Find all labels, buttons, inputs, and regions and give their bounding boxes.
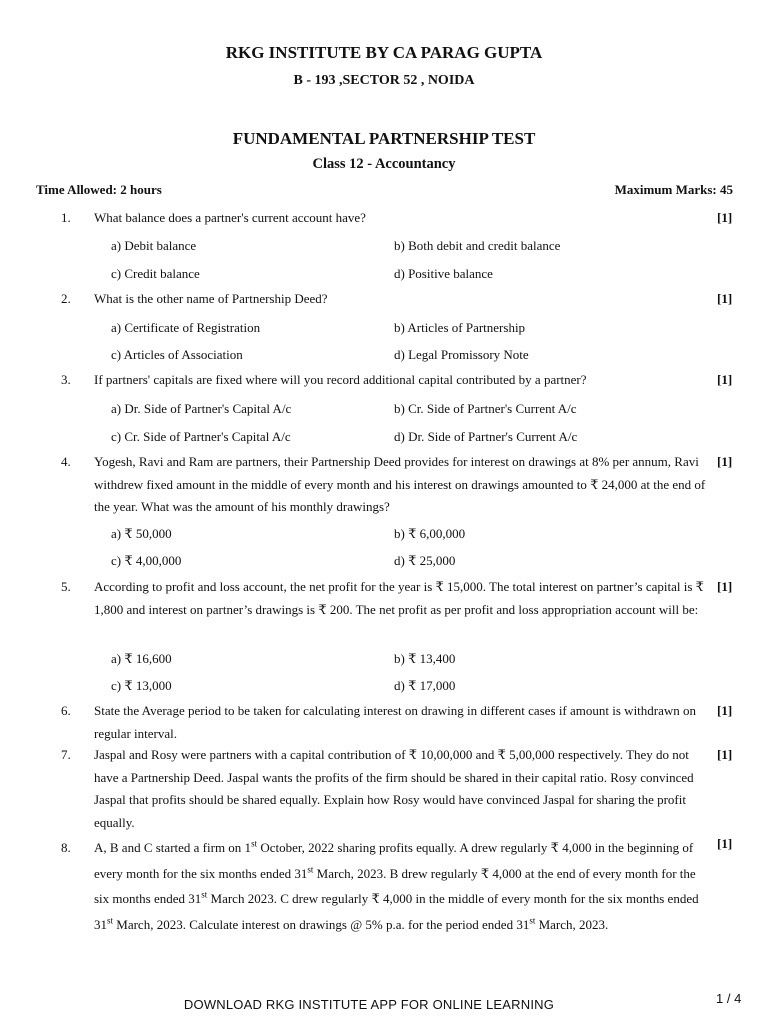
page-number: 1 / 4 xyxy=(716,991,742,1006)
question-text: Yogesh, Ravi and Ram are partners, their Partnership Deed provides for interest on drawings at 8% per annum, Ravi withdrew fixed amount in the middle of every month and his interest on drawings amounted to ₹ 24,000 at the end of the year. What was the amount of his monthly drawings? xyxy=(94,454,706,514)
option-a: a) ₹ 16,600 xyxy=(111,651,172,666)
question-number: 3. xyxy=(61,372,71,387)
question-marks: [1] xyxy=(717,210,733,225)
question-text: What is the other name of Partnership Deed? xyxy=(94,291,328,306)
question-text: What balance does a partner's current account have? xyxy=(94,210,366,225)
question-text: Jaspal and Rosy were partners with a capital contribution of ₹ 10,00,000 and ₹ 5,00,000 respectively. They do not have a Partnership Deed. Jaspal wants the profits of the firm should be shared in their capital ratio. Rosy convinced Jaspal that profits should be shared equally. Explain how Rosy would have convinced Jaspal for sharing the profit equally. xyxy=(94,747,694,830)
option-a: a) Debit balance xyxy=(111,238,197,253)
option-c: c) ₹ 4,00,000 xyxy=(111,553,182,568)
option-c: c) Cr. Side of Partner's Capital A/c xyxy=(111,429,291,444)
option-a: a) Dr. Side of Partner's Capital A/c xyxy=(111,401,292,416)
time-allowed: Time Allowed: 2 hours xyxy=(36,182,162,197)
question-text: If partners' capitals are fixed where will you record additional capital contributed by a partner? xyxy=(94,372,587,387)
question-marks: [1] xyxy=(717,291,733,306)
option-d: d) Legal Promissory Note xyxy=(394,347,529,362)
footer-banner: DOWNLOAD RKG INSTITUTE APP FOR ONLINE LEARNING xyxy=(183,997,555,1012)
test-title: FUNDAMENTAL PARTNERSHIP TEST xyxy=(232,129,536,148)
option-d: d) ₹ 17,000 xyxy=(394,678,456,693)
question-number: 5. xyxy=(61,579,71,594)
option-c: c) ₹ 13,000 xyxy=(111,678,172,693)
option-a: a) Certificate of Registration xyxy=(111,320,261,335)
question-number: 7. xyxy=(61,747,71,762)
option-c: c) Articles of Association xyxy=(111,347,243,362)
institute-address: B - 193 ,SECTOR 52 , NOIDA xyxy=(293,73,475,88)
option-a: a) ₹ 50,000 xyxy=(111,526,172,541)
question-number: 6. xyxy=(61,703,71,718)
question-marks: [1] xyxy=(717,747,733,762)
question-text: According to profit and loss account, the net profit for the year is ₹ 15,000. The total interest on partner’s capital is ₹ 1,800 and interest on partner’s drawings is ₹ 200. The net profit as per profit and loss appropriation account will be: xyxy=(94,579,704,617)
maximum-marks: Maximum Marks: 45 xyxy=(614,182,733,197)
question-marks: [1] xyxy=(717,836,733,851)
option-b: b) Both debit and credit balance xyxy=(394,238,561,253)
question-text: State the Average period to be taken for calculating interest on drawing in different cases if amount is withdrawn on regular interval. xyxy=(94,703,697,741)
question-marks: [1] xyxy=(717,703,733,718)
question-number: 8. xyxy=(61,840,71,855)
option-c: c) Credit balance xyxy=(111,266,200,281)
institute-name: RKG INSTITUTE BY CA PARAG GUPTA xyxy=(225,43,543,62)
option-d: d) Dr. Side of Partner's Current A/c xyxy=(394,429,578,444)
option-b: b) ₹ 6,00,000 xyxy=(394,526,466,541)
question-number: 2. xyxy=(61,291,71,306)
question-number: 1. xyxy=(61,210,71,225)
option-b: b) Cr. Side of Partner's Current A/c xyxy=(394,401,577,416)
class-subject: Class 12 - Accountancy xyxy=(312,156,456,172)
question-text: A, B and C started a firm on 1st October, 2022 sharing profits equally. A drew regularly ₹ 4,000 in the beginning of every month for the six months ended 31st March, 2023. B drew regularly ₹ 4,000 at the end of every month for the six months ended 31st March 2023. C drew regularly ₹ 4,000 in the middle of every month for the six months ended 31st March, 2023. Calculate interest on drawings @ 5% p.a. for the period ended 31st March, 2023. xyxy=(94,838,699,932)
question-marks: [1] xyxy=(717,372,733,387)
option-d: d) Positive balance xyxy=(394,266,493,281)
question-marks: [1] xyxy=(717,579,733,594)
question-marks: [1] xyxy=(717,454,733,469)
option-d: d) ₹ 25,000 xyxy=(394,553,456,568)
question-number: 4. xyxy=(61,454,71,469)
option-b: b) ₹ 13,400 xyxy=(394,651,456,666)
option-b: b) Articles of Partnership xyxy=(394,320,526,335)
